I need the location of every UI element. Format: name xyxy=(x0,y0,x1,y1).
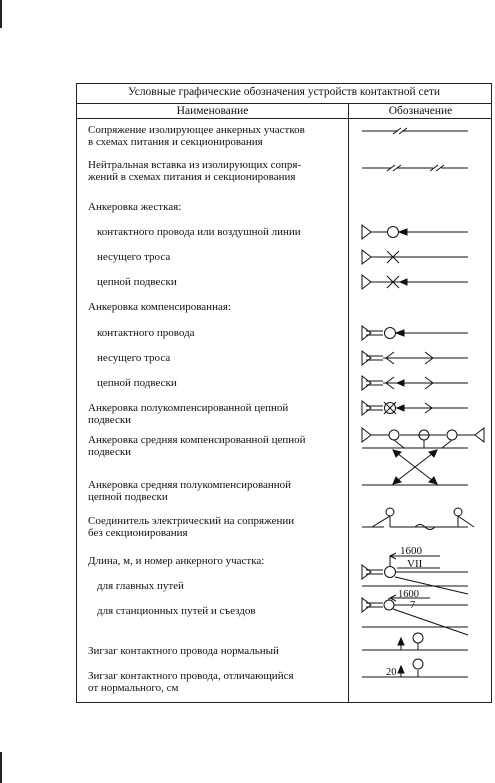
row-text: Зигзаг контактного провода, отличающийся от нормального, см xyxy=(88,670,294,694)
row-text: Соединитель электрический на сопряжении без секционирования xyxy=(88,515,295,539)
row-text: Анкеровка компенсированная: xyxy=(88,301,231,313)
row-text: цепной подвески xyxy=(97,377,177,389)
rigid-anchor-contact-wire-symbol xyxy=(362,225,468,239)
row-text: для станционных путей и съездов xyxy=(97,605,256,617)
row-text: Анкеровка полукомпенсированной цепной подвески xyxy=(88,402,289,426)
row-text: Нейтральная вставка из изолирующих сопря- жений в схемах питания и секционирования xyxy=(88,159,302,183)
table-title: Условные графические обозначения устройств контактной сети xyxy=(127,86,441,98)
row-text: несущего троса xyxy=(97,251,171,263)
row-text: цепной подвески xyxy=(97,276,177,288)
compensated-anchor-messenger-symbol xyxy=(362,351,468,365)
row-text: Анкеровка средняя полукомпенсированной цепной подвески xyxy=(88,479,292,503)
electrical-connector-symbol xyxy=(362,508,474,530)
insulating-junction-symbol xyxy=(362,128,468,134)
row-text: Зигзаг контактного провода нормальный xyxy=(88,645,279,657)
row-text: контактного провода xyxy=(97,327,195,339)
compensated-anchor-catenary-symbol xyxy=(362,376,468,390)
neutral-insert-symbol xyxy=(362,165,468,171)
rigid-anchor-catenary-symbol xyxy=(362,275,468,289)
length-station-label: 1600 xyxy=(398,589,419,600)
row-text: Анкеровка жесткая: xyxy=(88,201,182,213)
middle-semi-compensated-anchor-symbol xyxy=(362,450,468,485)
row-text: Сопряжение изолирующее анкерных участков в схемах питания и секционирования xyxy=(88,124,305,148)
semi-compensated-anchor-symbol xyxy=(362,401,468,415)
number-main-label: VII xyxy=(407,558,423,570)
row-text: несущего троса xyxy=(97,352,171,364)
column-header-name: Наименование xyxy=(176,105,249,117)
row-text: Длина, м, и номер анкерного участка: xyxy=(88,555,265,567)
column-header-symbol: Обозначение xyxy=(388,105,453,117)
row-text: контактного провода или воздушной линии xyxy=(97,226,301,238)
normal-zigzag-symbol xyxy=(362,633,468,650)
compensated-anchor-contact-wire-symbol xyxy=(362,326,468,340)
middle-compensated-anchor-symbol xyxy=(362,428,484,448)
rigid-anchor-messenger-symbol xyxy=(362,250,468,264)
length-main-label: 1600 xyxy=(400,545,422,557)
zigzag-value-label: 20 xyxy=(386,667,397,678)
custom-zigzag-symbol xyxy=(362,659,468,677)
row-text: Анкеровка средняя компенсированной цепной подвески xyxy=(88,434,306,458)
number-station-label: 7 xyxy=(410,600,416,611)
row-text: для главных путей xyxy=(97,580,184,592)
